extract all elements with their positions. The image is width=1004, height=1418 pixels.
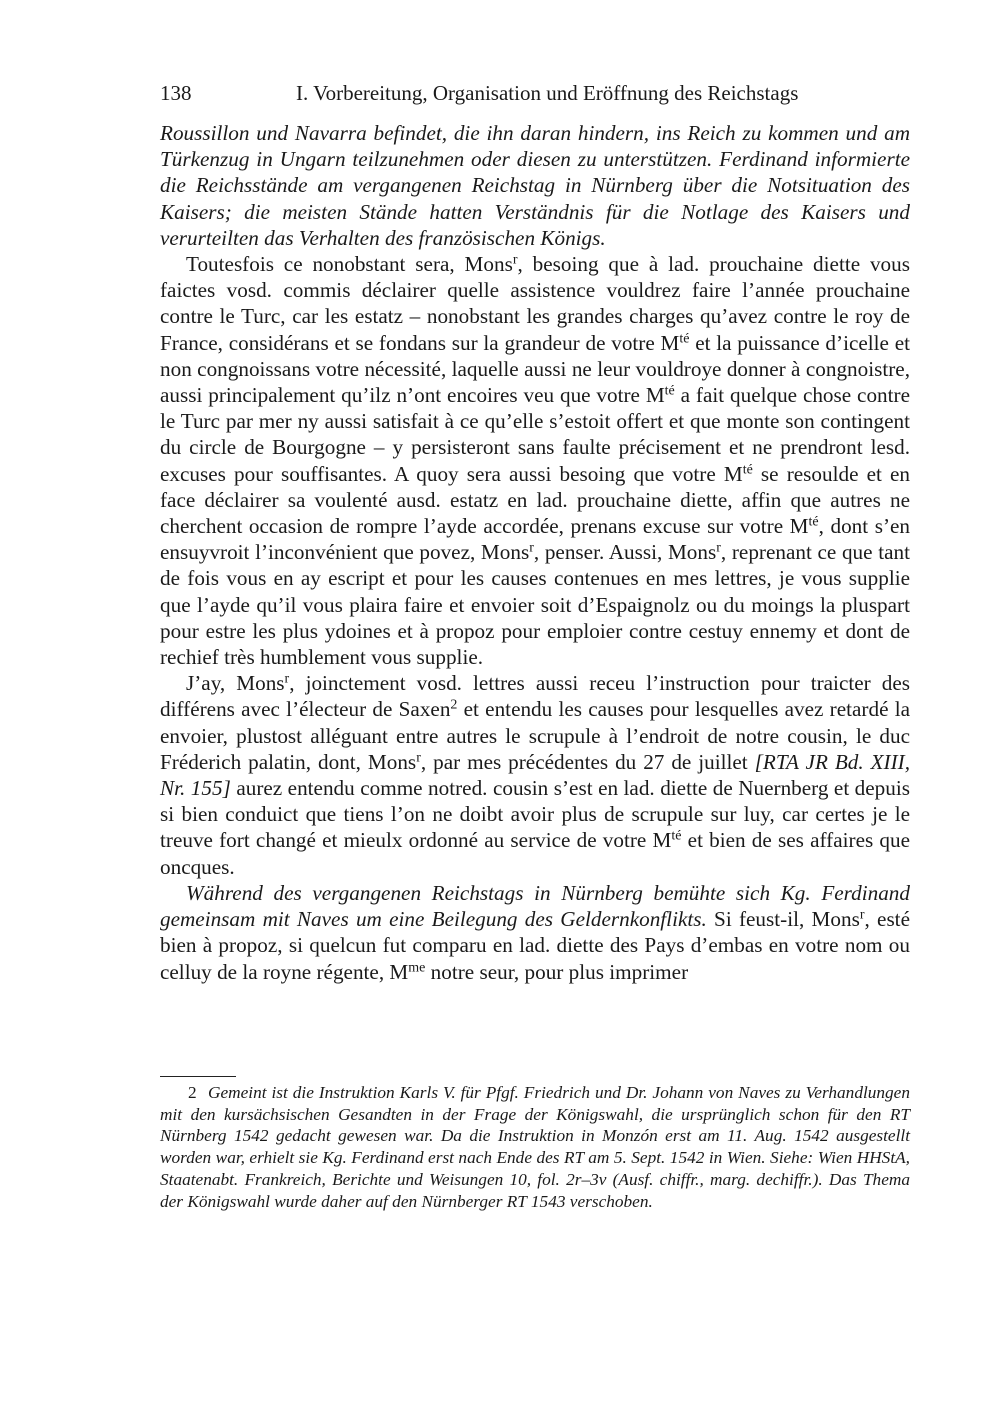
superscript: té (679, 331, 690, 347)
paragraph-letter-2: J’ay, Mons$^r$, joinctement vosd. lettres aussi receu l’instruction pour traicter des différens avec l’électeur de Saxen$^2$ et entendu les causes pour lesquelles avez retardé la envoier, plustost alléguant entre autres le scrupule à l’endroit de notre cousin, le duc Fréderich palatin, dont, Mons$^r$, par mes précédentes du 27 de juillet [RTA JR Bd. XIII, Nr. 155] aurez entendu comme notred. cousin s’est en lad. diette de Nuernberg et depuis si bien conduict que tiens l’on ne doibt avoir plus de scrupule sur luy, car certes je le treuve fort changé et mieulx ordonné au service de votre $M^{té}$ et bien de ses affaires que oncques. (160, 671, 910, 879)
page-number: 138 (160, 81, 192, 105)
superscript: té (808, 514, 819, 530)
superscript: té (671, 829, 682, 845)
running-title: I. Vorbereitung, Organisation und Eröffnung des Reichstags (296, 81, 799, 105)
footnote-2 (160, 1082, 910, 1212)
footnote-text: Gemeint ist die Instruktion Karls V. für Pfgf. Friedrich und Dr. Johann von Naves zu Verhandlungen mit den kursächsischen Gesandten in der Frage der Königswahl, die ursprünglich schon für den RT Nürnberg 1542 gedacht gewesen war. Da die Instruktion in Monzón erst am 11. Aug. 1542 ausgestellt worden war, erhielt sie Kg. Ferdinand erst nach Ende des RT am 5. Sept. 1542 in Wien. Siehe: Wien HHStA, Staatenabt. Frankreich, Berichte und Weisungen 10, fol. 2r–3v (Ausf. chiffr., marg. dechiffr.). Das Thema der Königswahl wurde daher auf den Nürnberger RT 1543 verschoben. (160, 1083, 910, 1211)
superscript: té (664, 383, 675, 399)
superscript: r (716, 540, 721, 556)
summary-inline: Während des vergangenen Reichstags in Nürnberg bemühte sich Kg. Ferdinand gemeinsam mit Naves um eine Beilegung des Geldernkonflikts. (160, 880, 910, 932)
footnote-reference[interactable]: 2 (450, 698, 458, 714)
footnote-divider (160, 1076, 236, 1077)
paragraph-letter-3: Während des vergangenen Reichstags in Nürnberg bemühte sich Kg. Ferdinand gemeinsam mit Naves um eine Beilegung des Geldernkonflikts. Si feust-il, Mons$^r$, esté bien à propoz, si quelcun fut comparu en lad. diette des Pays d’embas en votre nom ou celluy de la royne régente, $M^{me}$ notre seur, pour plus imprimer (160, 880, 910, 984)
superscript: té (742, 462, 753, 478)
superscript: r (284, 672, 290, 687)
main-text (160, 120, 910, 985)
citation-reference: [RTA JR Bd. XIII, Nr. 155] (160, 749, 910, 801)
paragraph-letter-1: Toutesfois ce nonobstant sera, Mons$^r$, besoing que à lad. prouchaine diette vous faictes vosd. commis déclairer quelle assistence vouldrez faire l’année prouchaine contre le Turc, car les estatz – nonobstant les grandes charges qu’avez contre le roy de France, considérans et se fondans sur la grandeur de votre $M^{té}$ et la puissance d’icelle et non congnoissans votre nécessité, laquelle aussi ne leur vouldroye donner à congnoistre, aussi principalement qu’ilz n’ont encoires veu que votre $M^{té}$ a fait quelque chose contre le Turc par mer ny aussi satisfait à ce qu’elle s’estoit offert et que monte son contingent du circle de Bourgogne – y persisteront sans faulte précisement et ne prendront lesd. excuses pour souffisantes. A quoy sera aussi besoing que votre $M^{té}$ se resoulde et en face déclairer sa voulenté ausd. estatz en lad. prouchaine diette, affin que autres ne cherchent occasion de rompre l’ayde accordée, prenans excuse sur votre $M^{té}$, dont s’en ensuyvroit l’inconvénient que povez, Mons$^r$, penser. Aussi, Mons$^r$, reprenant ce que tant de fois vous en ay escript et pour les causes contenues en mes lettres, je vous supplie que l’ayde qu’il vous plaira faire et envoier soit d’Espaignolz ou du moings la pluspart pour estre les plus ydoines et à propoz pour emploier contre cestuy ennemy et dont de rechief très humblement vous supplie. (160, 252, 911, 670)
superscript: r (529, 540, 534, 556)
superscript: r (416, 750, 421, 766)
footnote-number: 2 (188, 1083, 197, 1102)
paragraph-summary-1: Roussillon und Navarra befindet, die ihn daran hindern, ins Reich zu kommen und am Türkenzug in Ungarn teilzunehmen oder diesen zu unterstützen. Ferdinand informierte die Reichsstände am vergangenen Reichstag in Nürnberg über die Notsituation des Kaisers; die meisten Stände hatten Verständnis für die Notlage des Kaisers und verurteilten das Verhalten des französischen Königs. (160, 121, 910, 250)
page-header (160, 78, 910, 108)
superscript: me (408, 960, 426, 976)
superscript: r (859, 907, 865, 923)
superscript: r (512, 252, 518, 268)
